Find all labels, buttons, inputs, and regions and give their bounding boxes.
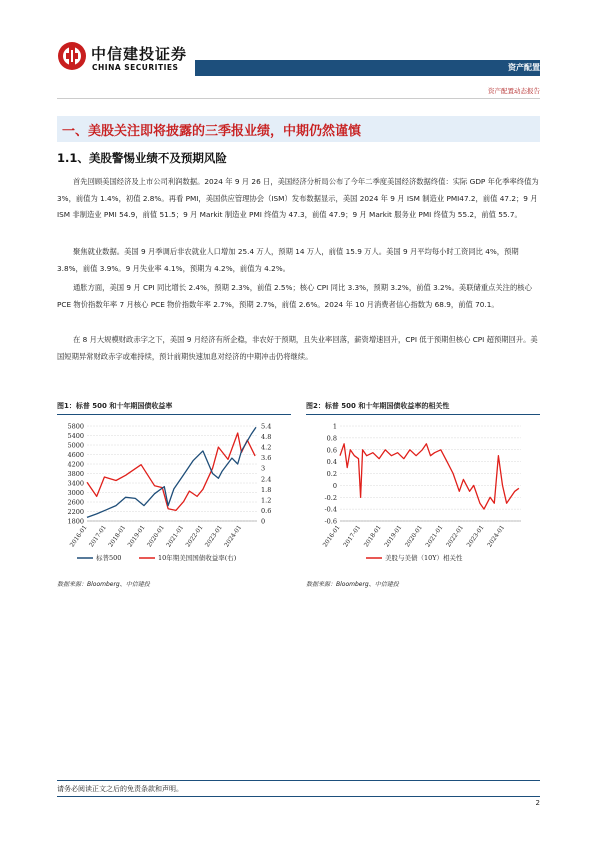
y-tick-label: -0.6 [324, 517, 337, 526]
y-tick-label: 0.4 [326, 458, 337, 467]
figure-1-rule [57, 414, 291, 415]
figure-1-chart [57, 418, 291, 568]
figure-1-title: 图1：标普 500 和十年期国债收益率 [57, 402, 173, 410]
figure-2-source: 数据来源：Bloomberg、中信建投 [306, 581, 399, 588]
figure-2-chart [306, 418, 540, 568]
legend-yield-label: 10年期美国国债收益率(右) [158, 554, 237, 562]
paragraph-text: 通胀方面，美国 9 月 CPI 同比增长 2.4%，预期 2.3%，前值 2.5%；核心 CPI 同比 3.3%，预期 3.2%，前值 3.2%。美联储重点关注的核心 PCE 物价指数年率 7 月核心 PCE 物价指数年率 2.7%，预期 2.7%，前值 2.6%。2024 年 10 月消费者信心指数为 68.9，前值 70.1。 [57, 283, 532, 309]
y-tick-label: 0.6 [326, 446, 337, 455]
y-left-tick-label: 3400 [67, 479, 84, 488]
x-tick-label: 2018-01 [362, 524, 383, 549]
y-left-tick-label: 5800 [67, 422, 84, 431]
x-tick-label: 2019-01 [383, 524, 404, 549]
series-correlation-line [340, 444, 519, 509]
logo-chinese-name: 中信建投证券 [91, 45, 188, 63]
y-right-tick-label: 1.8 [261, 485, 272, 494]
footer-divider-bottom [57, 796, 540, 797]
y-tick-label: -0.4 [324, 505, 337, 514]
x-tick-label: 2016-01 [321, 524, 342, 549]
y-right-tick-label: 5.4 [261, 422, 272, 431]
y-tick-label: 1 [332, 422, 337, 431]
header-divider [57, 98, 540, 99]
y-left-tick-label: 5000 [67, 441, 84, 450]
y-right-tick-label: 4.8 [261, 433, 272, 442]
x-tick-label: 2021-01 [165, 524, 186, 549]
y-right-tick-label: 0.6 [261, 506, 272, 515]
paragraph-employment [57, 244, 540, 277]
x-tick-label: 2023-01 [203, 524, 224, 549]
y-tick-label: -0.2 [324, 493, 337, 502]
y-left-tick-label: 2600 [67, 498, 84, 507]
figure-2-title: 图2：标普 500 和十年期国债收益率的相关性 [306, 402, 450, 410]
y-left-tick-label: 1800 [67, 517, 84, 526]
paragraph-economy [57, 174, 540, 224]
x-tick-label: 2022-01 [445, 524, 466, 549]
y-right-tick-label: 3 [261, 464, 266, 473]
legend-correlation-label: 美股与美债（10Y）相关性 [385, 554, 463, 562]
y-tick-label: 0.2 [326, 470, 337, 478]
x-tick-label: 2019-01 [126, 524, 147, 549]
y-left-tick-label: 5400 [67, 432, 84, 440]
x-tick-label: 2022-01 [184, 524, 205, 549]
legend-spx-label: 标普500 [96, 554, 122, 562]
paragraph-text: 在 8 月大规模财政赤字之下，美国 9 月经济有所企稳，非农好于预期，且失业率回落，薪资增速回升，CPI 低于预期但核心 CPI 超预期回升。美国短期异常财政赤字或难持续，预计前期快速加息对经济的中期冲击仍将继续。 [57, 335, 538, 361]
x-tick-label: 2017-01 [87, 524, 108, 549]
footer-disclaimer: 请务必阅读正文之后的免责条款和声明。 [57, 785, 183, 793]
figure-2-rule [306, 414, 540, 415]
y-left-tick-label: 2200 [67, 508, 84, 516]
y-right-tick-label: 4.2 [261, 443, 272, 452]
report-type-label: 资产配置动态报告 [488, 87, 540, 95]
x-tick-label: 2024-01 [486, 524, 507, 549]
china-securities-logo-icon [57, 41, 87, 71]
x-tick-label: 2024-01 [223, 524, 244, 549]
y-tick-label: 0 [332, 481, 337, 490]
x-tick-label: 2018-01 [107, 524, 128, 549]
y-left-tick-label: 3800 [67, 470, 84, 478]
series-spx-line [87, 427, 256, 517]
y-tick-label: 0.8 [326, 434, 337, 443]
y-left-tick-label: 3000 [67, 489, 84, 497]
x-tick-label: 2023-01 [465, 524, 486, 549]
x-tick-label: 2017-01 [342, 524, 363, 549]
y-right-tick-label: 2.4 [261, 475, 272, 484]
paragraph-text: 聚焦就业数据。美国 9 月季调后非农就业人口增加 25.4 万人，预期 14 万人，前值 15.9 万人。美国 9 月平均每小时工资同比 4%，预期 3.8%，前值 3.9%。9 月失业率 4.1%，预期为 4.2%，前值为 4.2%。 [57, 247, 519, 273]
y-right-tick-label: 1.2 [261, 496, 272, 505]
header-section-tag: 资产配置 [508, 63, 540, 72]
x-tick-label: 2021-01 [424, 524, 445, 549]
paragraph-outlook [57, 332, 540, 365]
y-right-tick-label: 3.6 [261, 454, 272, 463]
logo-english-name: CHINA SECURITIES [92, 63, 179, 72]
x-tick-label: 2020-01 [403, 524, 424, 549]
header-bar [195, 60, 540, 76]
page-number: 2 [535, 799, 540, 807]
x-tick-label: 2020-01 [145, 524, 166, 549]
section-title: 一、美股关注即将披露的三季报业绩，中期仍然谨慎 [62, 124, 362, 139]
figure-1-source: 数据来源：Bloomberg、中信建投 [57, 581, 150, 588]
y-left-tick-label: 4600 [67, 451, 84, 459]
y-right-tick-label: 0 [261, 517, 266, 526]
paragraph-inflation [57, 280, 540, 313]
paragraph-text: 首先回顾美国经济及上市公司利润数据。2024 年 9 月 26 日，美国经济分析局公布了今年二季度美国经济数据终值：实际 GDP 年化季率终值为 3%，前值为 1.4%，初值 2.8%。再看 PMI，美国供应管理协会（ISM）发布数据显示，美国 2024 年 9 月 ISM 制造业 PMI47.2，前值 47.2；9 月 ISM 非制造业 PMI 54.9，前值 51.5；9 月 Markit 制造业 PMI 终值为 47.3，前值 47.9；9 月 Markit 服务业 PMI 终值为 55.2，前值 55.7。 [57, 177, 539, 219]
y-left-tick-label: 4200 [67, 460, 84, 469]
subsection-title: 1.1、美股警惕业绩不及预期风险 [57, 151, 227, 165]
x-tick-label: 2016-01 [68, 524, 89, 549]
footer-divider [57, 780, 540, 781]
